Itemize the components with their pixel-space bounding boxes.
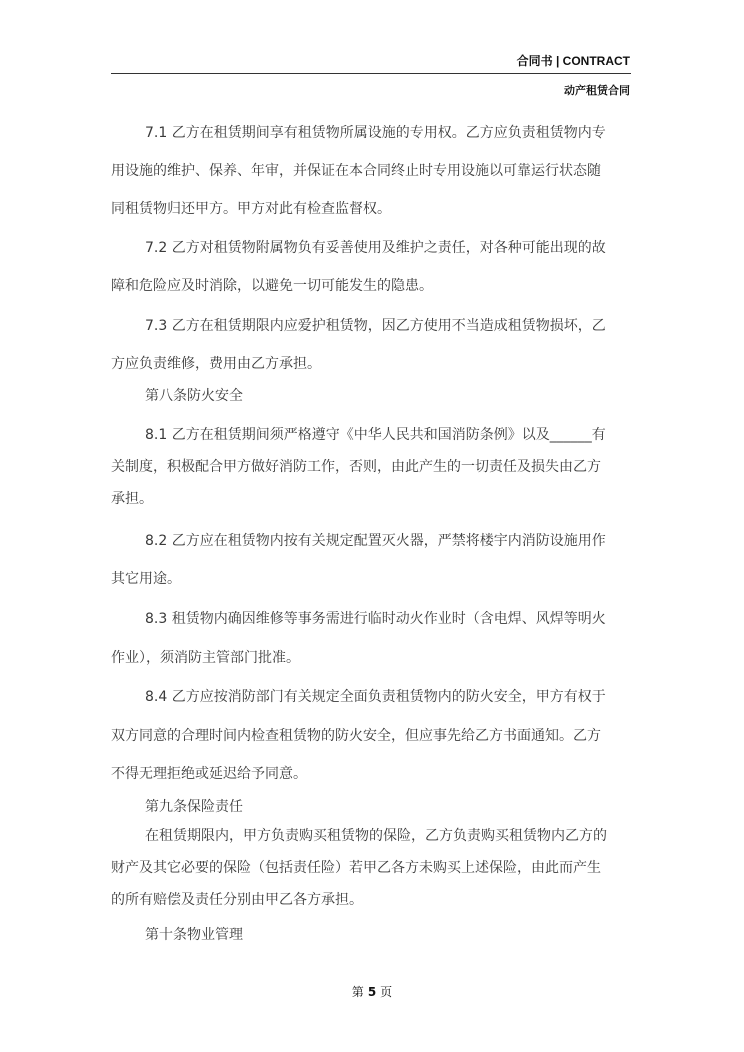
clause-7-2-line-1: 7.2 乙方对租赁物附属物负有妥善使用及维护之责任，对各种可能出现的故	[145, 240, 606, 256]
clause-8-4-line-3: 不得无理拒绝或延迟给予同意。	[111, 766, 307, 782]
clause-7-1-line-2: 用设施的维护、保养、年审，并保证在本合同终止时专用设施以可靠运行状态随	[111, 163, 601, 179]
clause-7-3-line-2: 方应负责维修，费用由乙方承担。	[111, 356, 321, 372]
article-9-heading: 第九条保险责任	[145, 799, 243, 815]
article-10-heading: 第十条物业管理	[145, 927, 243, 943]
clause-8-4-line-1: 8.4 乙方应按消防部门有关规定全面负责租赁物内的防火安全，甲方有权于	[145, 689, 606, 705]
clause-8-4-line-2: 双方同意的合理时间内检查租赁物的防火安全，但应事先给乙方书面通知。乙方	[111, 728, 601, 744]
page-footer	[0, 983, 744, 1000]
article-9-line-2: 财产及其它必要的保险（包括责任险）若甲乙各方未购买上述保险，由此而产生	[111, 860, 601, 876]
clause-8-3-line-2: 作业），须消防主管部门批准。	[111, 650, 300, 666]
clause-8-2-line-2: 其它用途。	[111, 571, 181, 587]
clause-7-1-line-1: 7.1 乙方在租赁期间享有租赁物所属设施的专用权。乙方应负责租赁物内专	[145, 125, 606, 141]
clause-7-1-line-3: 同租赁物归还甲方。甲方对此有检查监督权。	[111, 201, 391, 217]
header-divider	[111, 73, 631, 74]
page-number: 5	[367, 985, 377, 999]
header-title: 合同书 | CONTRACT	[516, 54, 630, 68]
clause-8-1-line-2: 关制度，积极配合甲方做好消防工作，否则，由此产生的一切责任及损失由乙方	[111, 459, 601, 475]
page-label-suffix: 页	[380, 985, 393, 999]
clause-7-2-line-2: 障和危险应及时消除，以避免一切可能发生的隐患。	[111, 278, 433, 294]
clause-8-1-line-3: 承担。	[111, 491, 153, 507]
page-label-prefix: 第	[351, 985, 364, 999]
clause-8-1-line-1: 8.1 乙方在租赁期间须严格遵守《中华人民共和国消防条例》以及______有	[145, 427, 606, 443]
clause-8-2-line-1: 8.2 乙方应在租赁物内按有关规定配置灭火器，严禁将楼宇内消防设施用作	[145, 533, 606, 549]
clause-7-3-line-1: 7.3 乙方在租赁期限内应爱护租赁物，因乙方使用不当造成租赁物损坏，乙	[145, 318, 606, 334]
header-subtitle: 动产租赁合同	[564, 84, 630, 97]
article-8-heading: 第八条防火安全	[145, 388, 243, 404]
article-9-line-1: 在租赁期限内，甲方负责购买租赁物的保险，乙方负责购买租赁物内乙方的	[145, 828, 607, 844]
article-9-line-3: 的所有赔偿及责任分别由甲乙各方承担。	[111, 892, 363, 908]
clause-8-3-line-1: 8.3 租赁物内确因维修等事务需进行临时动火作业时（含电焊、风焊等明火	[145, 611, 606, 627]
